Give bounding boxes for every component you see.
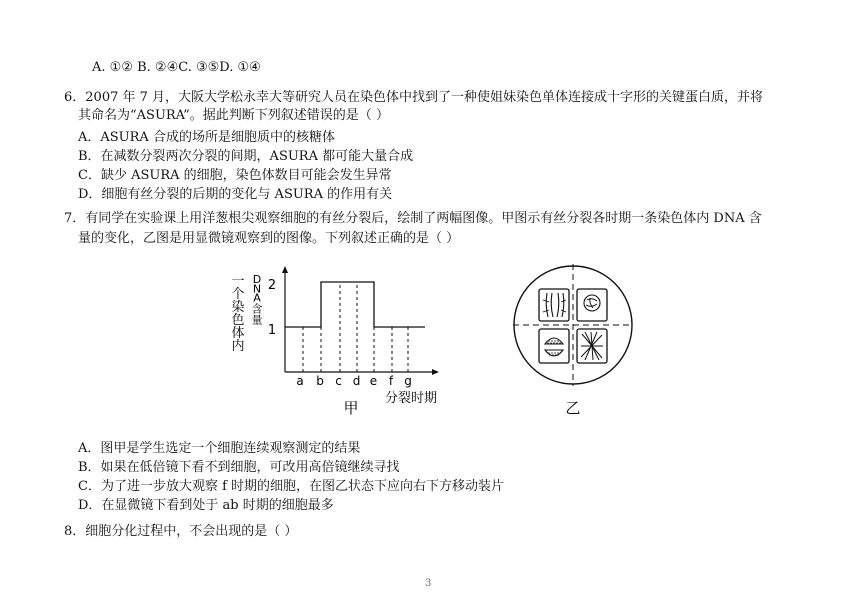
q8-stem: 8．细胞分化过程中，不会出现的是（ ） [64,524,298,539]
cell-top-left [539,289,569,321]
y-label-col2: D N A 含量 [251,273,263,327]
q6-stem-line2: 其命名为“ASURA”。据此判断下列叙述错误的是（ ） [78,108,389,123]
x-tick-d: d [352,374,361,388]
q7-option-d: D．在显微镜下看到处于 ab 时期的细胞最多 [78,498,334,513]
figure-jia-caption: 甲 [343,399,359,417]
dna-step-path [285,282,425,327]
cell-bottom-right [577,329,607,363]
cell-bottom-left [539,329,569,363]
figure-yi-caption: 乙 [565,399,581,417]
q6-option-d: D．细胞有丝分裂的后期的变化与 ASURA 的作用有关 [78,187,393,202]
x-tick-labels [296,374,411,388]
y-tick-2: 2 [267,278,277,293]
q7-option-c: C．为了进一步放大观察 f 时期的细胞，在图乙状态下应向右下方移动装片 [78,479,505,494]
x-tick-f: f [388,374,394,388]
x-tick-a: a [296,374,304,388]
q7-stem-line2: 量的变化，乙图是用显微镜观察到的图像。下列叙述正确的是（ ） [78,231,460,246]
q7-option-a: A．图甲是学生选定一个细胞连续观察测定的结果 [78,441,361,456]
x-tick-c: c [335,374,342,388]
x-tick-b: b [316,374,324,388]
y-label-col1: 一个染色体内 [231,274,245,354]
q7-stem-line1: 7．有同学在实验课上用洋葱根尖观察细胞的有丝分裂后，绘制了两幅图像。甲图示有丝分裂各时期一条染色体内 DNA 含 [64,211,762,226]
y-tick-1: 1 [267,323,277,338]
figure-jia [225,262,465,422]
x-tick-e: e [369,374,378,388]
q6-option-a: A．ASURA 合成的场所是细胞质中的核糖体 [78,130,335,145]
y-axis-arrow [282,266,288,273]
q6-option-c: C．缺少 ASURA 的细胞，染色体数目可能会发生异常 [78,168,392,183]
x-axis-arrow [432,369,439,375]
dna-step-line [285,282,425,327]
q7-option-b: B．如果在低倍镜下看不到细胞，可改用高倍镜继续寻找 [78,460,400,475]
figure-yi [505,262,645,422]
q6-option-b: B．在减数分裂两次分裂的间期，ASURA 都可能大量合成 [78,149,414,164]
x-axis-label: 分裂时期 [384,391,438,406]
cell-top-right [577,289,607,321]
page-number: 3 [425,578,432,589]
q6-stem-line1: 6．2007 年 7 月，大阪大学松永幸大等研究人员在染色体中找到了一种使姐妹染色单体连接成十字形的关键蛋白质，并将 [64,90,764,105]
x-tick-g: g [404,374,412,388]
q5-options: A. ①② B. ②④C. ③⑤D. ①④ [92,60,261,75]
